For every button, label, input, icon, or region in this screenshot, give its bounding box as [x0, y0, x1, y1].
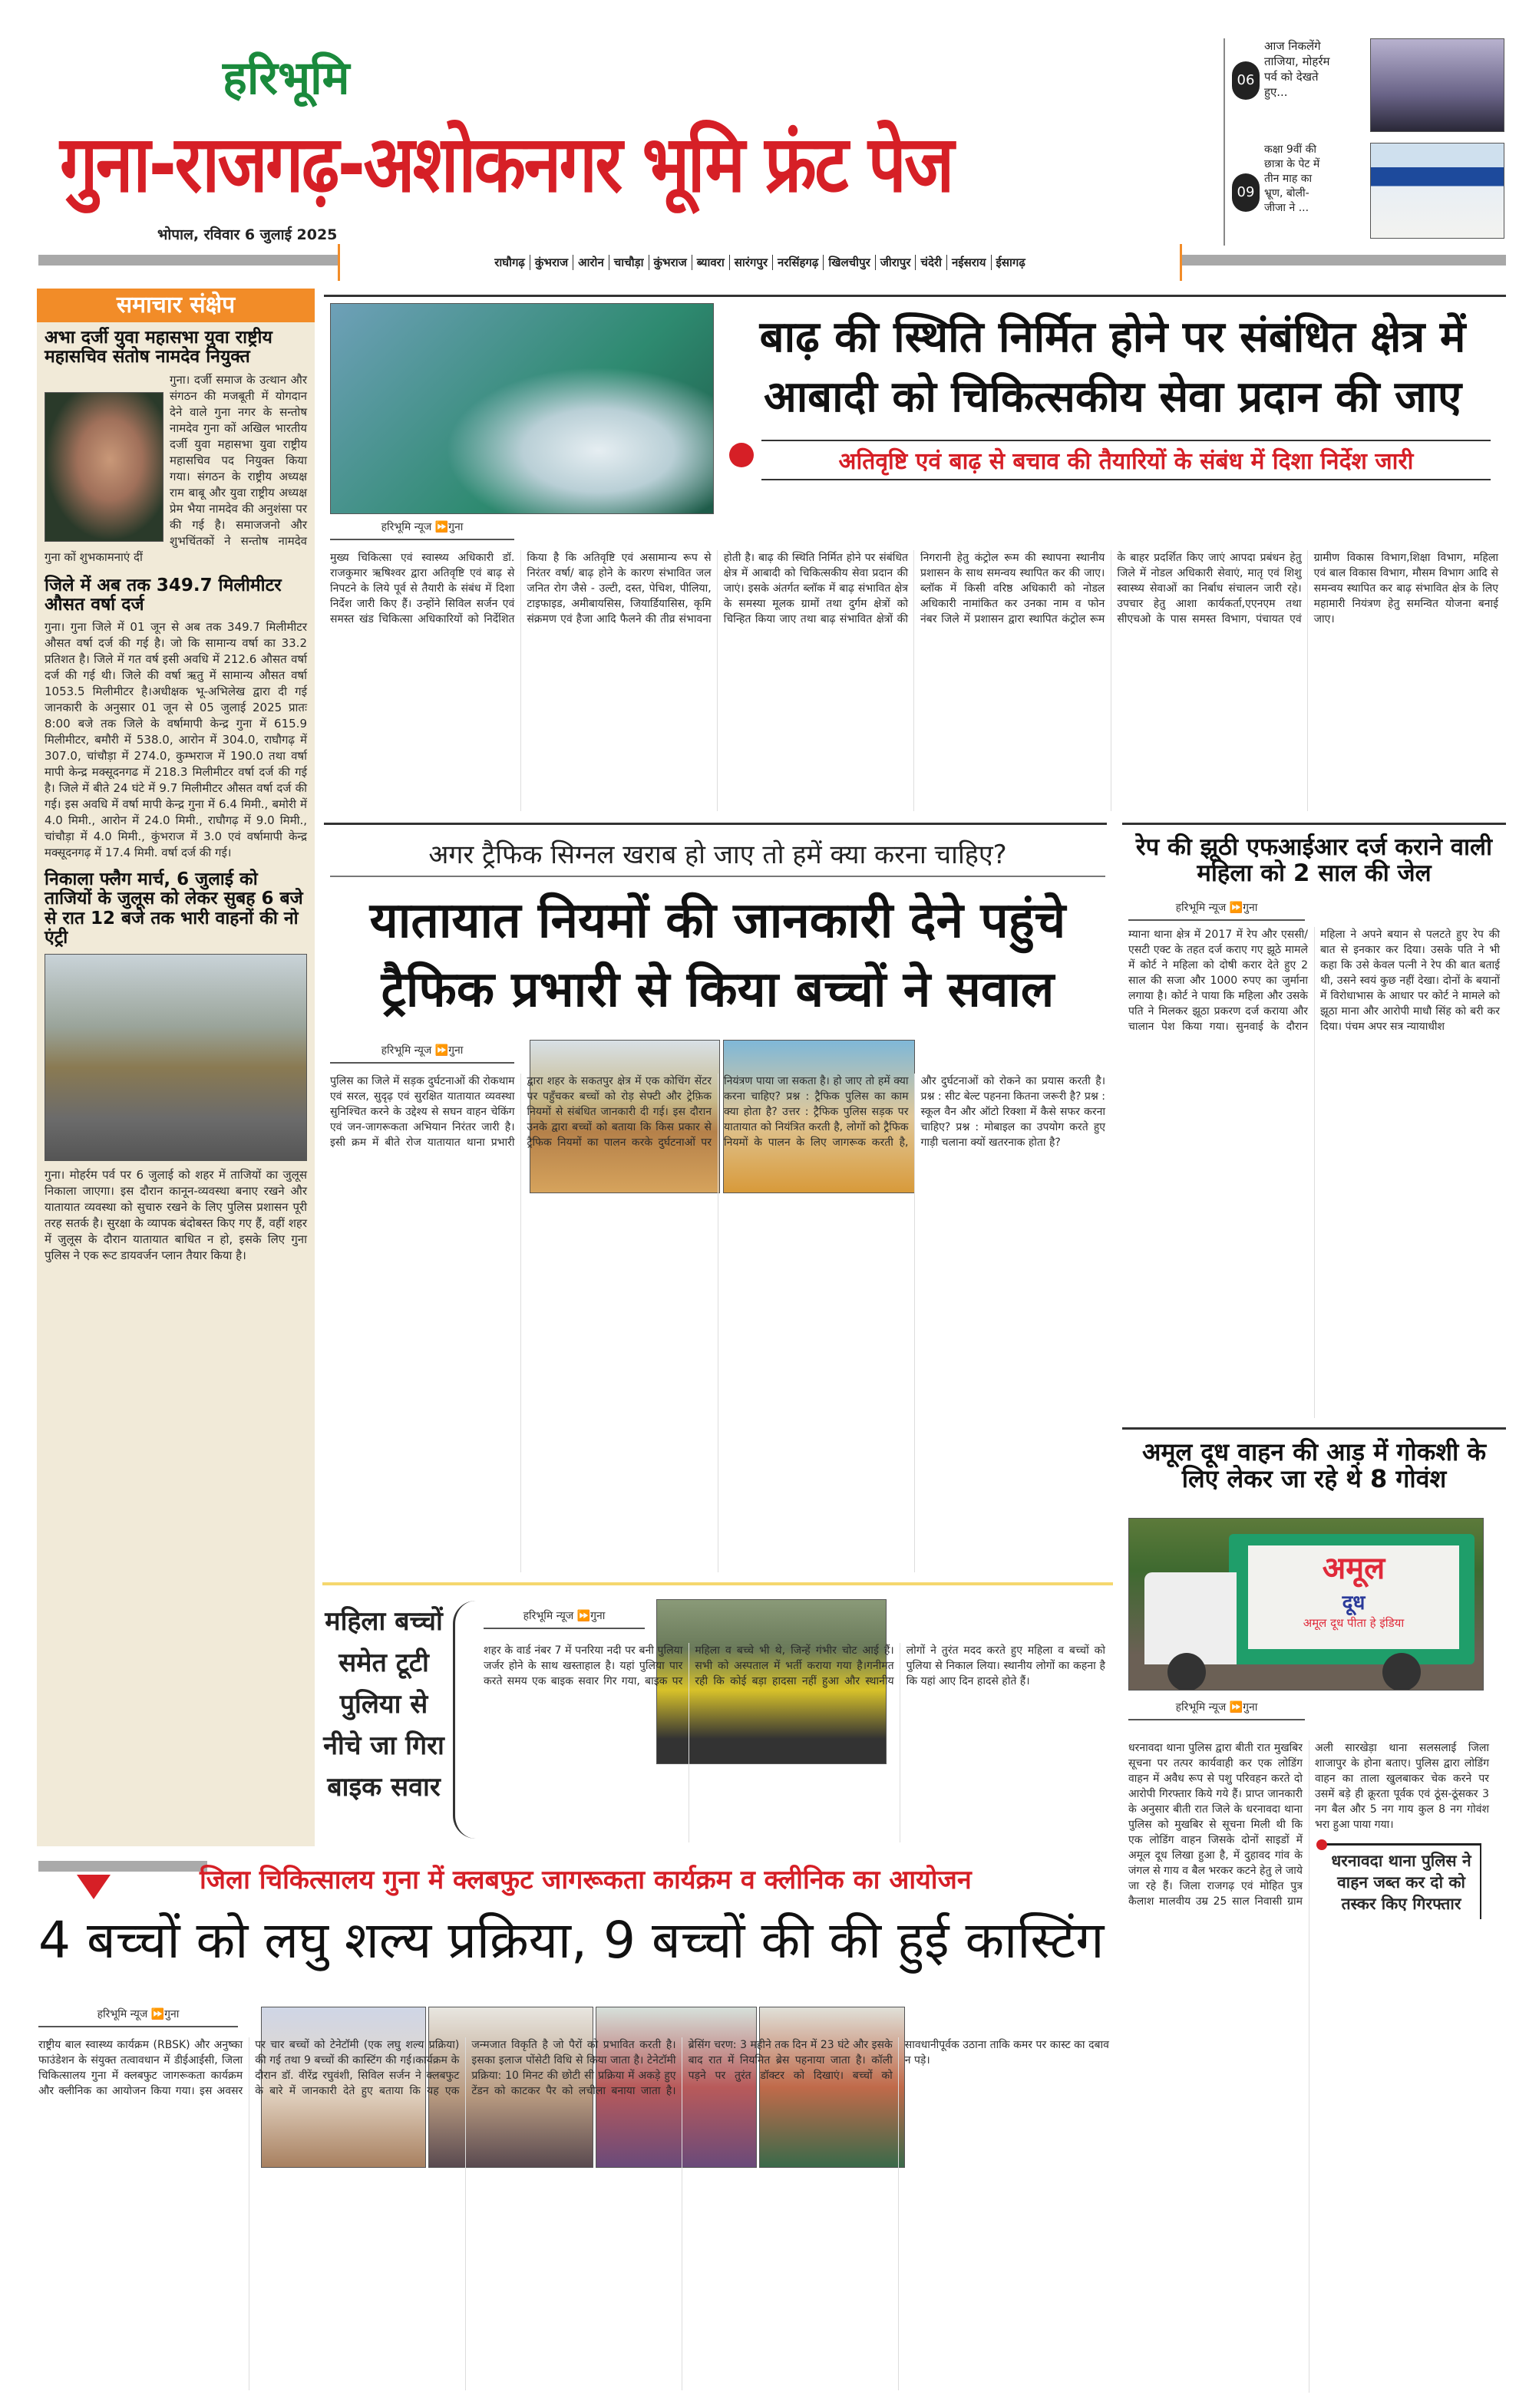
page-number-badge: 06 — [1232, 61, 1260, 100]
town-link[interactable]: कुंभराज — [649, 255, 692, 270]
byline: हरिभूमि न्यूज ⏩गुना — [1128, 1700, 1305, 1720]
byline: हरिभूमि न्यूज ⏩गुना — [1128, 900, 1305, 921]
culvert-headline: महिला बच्चों समेत टूटी पुलिया से नीचे जा गिरा बाइक सवार — [323, 1606, 444, 1803]
bracket-divider — [453, 1601, 476, 1839]
town-link[interactable]: चंदेरी — [916, 255, 947, 270]
clubfoot-body: राष्ट्रीय बाल स्वास्थ्य कार्यक्रम (RBSK) और अनुष्का फाउंडेशन के संयुक्त तत्वावधान में डीईआईसी, जिला चिकित्सालय गुना में क्लबफुट जागरूकता कार्यक्रम और क्लीनिक का आयोजन किया गया। इस अवसर पर चार बच्चों को टेनेटॉमी (एक लघु शल्य प्रक्रिया) की गई तथा 9 बच्चों की कास्टिंग की गई।कार्यक्रम के दौरान डॉ. वीरेंद्र रघुवंशी, सिविल सर्जन ने क्लबफुट के बारे में जानकारी देते हुए बताया कि यह एक जन्मजात विकृति है जो पैरों को प्रभावित करती है। इसका इलाज पोंसेटी विधि से किया जाता है। टेनेटॉमी प्रक्रिया: 10 मिनट की छोटी सी प्रक्रिया में अकड़े हुए टेंडन को काटकर पैर को लचीला बनाया जाता है। ब्रेसिंग चरण: 3 महीने तक दिन में 23 घंटे और इसके बाद रात में नियमित ब्रेस पहनाया जाता है। कॉली पड़ने पर तुरंत डॉक्टर को दिखाएं। बच्चों को सावधानीपूर्वक उठाना ताकि कमर पर कास्ट का दबाव न पड़े। — [38, 2039, 1109, 2097]
brief-body: गुना। दर्जी समाज के उत्थान और संगठन की मजबूती में योगदान देने वाले गुना नगर के सन्तोष नामदेव गुना कों अखिल भारतीय दर्जी युवा महासभा युवा राष्ट्रीय महासचिव पद नियुक्त किया गया। संगठन के राष्ट्रीय अध्यक्ष राम बाबू और युवा राष्ट्रीय अध्यक्ष प्रेम भैया नामदेव की अनुशंसा पर की गई है। समाजजनो और शुभचिंतकों ने सन्तोष नामदेव गुना कों शुभकामनाएं दीं — [45, 372, 307, 564]
truck-brand: अमूल — [1322, 1551, 1385, 1586]
brief-item[interactable] — [37, 322, 315, 572]
teaser-divider — [1224, 38, 1225, 246]
byline: हरिभूमि न्यूज ⏩गुना — [484, 1608, 645, 1629]
byline: हरिभूमि न्यूज ⏩गुना — [330, 1043, 514, 1064]
hospital-photo — [1370, 143, 1504, 239]
brief-headline: अभा दर्जी युवा महासभा युवा राष्ट्रीय महासचिव संतोष नामदेव नियुक्त — [45, 328, 272, 368]
amul-cattle-story[interactable] — [1122, 1427, 1506, 2394]
town-link[interactable]: ईसागढ़ — [996, 256, 1025, 269]
briefs-header: समाचार संक्षेप — [37, 289, 315, 322]
page-number-badge: 09 — [1232, 173, 1260, 212]
clubfoot-story[interactable] — [31, 1853, 1113, 2398]
town-link[interactable]: राघौगढ़ — [490, 255, 530, 270]
false-fir-story[interactable] — [1122, 823, 1506, 1429]
brief-body: गुना। गुना जिले में 01 जून से अब तक 349.7 मिलीमीटर औसत वर्षा दर्ज की गई है। जो कि सामान्य वर्षा का 33.2 प्रतिशत है। जिले में गत वर्ष इसी अवधि में 212.6 औसत वर्षा दर्ज की गई थी। जिले की वर्षा ऋतु में सामान्य औसत वर्षा 1053.5 मिलीमीटर है।अधीक्षक भू-अभिलेख द्वारा दी गई जानकारी के अनुसार 01 जून से 05 जुलाई 2025 प्रातः 8:00 बजे तक जिले के वर्षामापी केन्द्र गुना में 615.9 मिलीमीटर, बमौरी में 538.0, आरोन में 304.0, राघौगढ़ में 307.0, चांचौड़ा में 274.0, कुम्भराज में 190.0 तथा वर्षा मापी केन्द्र मक्सूदनगढ में 218.3 मिलीमीटर वर्षा दर्ज की गई है। जिले में बीते 24 घंटे में 9.7 मिलीमीटर औसत वर्षा दर्ज की गई। इस अवधि में वर्षा मापी केन्द्र गुना में 6.4 मिमी., बमोरी में 4.0 मिमी., आरोन में 24.0 मिमी., राघौगढ़ में 9.0 मिमी., चांचौड़ा में 4.0 मिमी., कुंभराज में 3.0 एवं वर्षामापी केन्द्र मक्सूदनगढ़ में 17.4 मिमी. वर्षा दर्ज की गई। — [45, 620, 307, 860]
flood-body: मुख्य चिकित्सा एवं स्वास्थ्य अधिकारी डॉ. राजकुमार ऋषिश्वर द्वारा अतिवृष्टि एवं बाढ़ से निपटने के लिये पूर्व से तैयारी के संबंध में दिशा निर्देश जारी किए हैं। उन्होंने सिविल सर्जन एवं समस्त खंड चिकित्सा अधिकारियों को निर्देशित किया है कि अतिवृष्टि एवं असामान्य रूप से निरंतर वर्षा/ बाढ़ होने के कारण संभावित जल जनित रोग जैसे - उल्टी, दस्त, पेचिश, पीलिया, टाइफाइड, अमीबायसिस, जियार्डियासिस, कृमि संक्रमण एवं हैजा आदि फैलने की तीव्र संभावना होती है। बाढ़ की स्थिति निर्मित होने पर संबंधित क्षेत्र में आबादी को चिकित्सकीय सेवा प्रदान की जाएं। इसके अंतर्गत ब्लॉक में बाढ़ संभावित क्षेत्र के समस्या मूलक ग्रामों तथा दुर्गम क्षेत्रों को चिन्हित किया जाए तथा बाढ़ संभावित क्षेत्रों की निगरानी हेतु कंट्रोल रूम की स्थापना स्थानीय प्रशासन के साथ समन्वय स्थापित कर की जाए। ब्लॉक में किसी वरिष्ठ अधिकारी को नोडल अधिकारी नामांकित कर उनका नाम व फोन नंबर जिले में प्रशासन द्वारा स्थापित कंट्रोल रूम के बाहर प्रदर्शित किए जाएं आपदा प्रबंधन हेतु जिले में नोडल अधिकारी सेवाएं, मातृ एवं शिशु स्वास्थ्य सेवाओं का निर्बाध संचालन जारी रहे। उपचार हेतु आशा कार्यकर्ता,एएनएम तथा सीएचओ के पास समस्त विभाग, पंचायत एवं ग्रामीण विकास विभाग,शिक्षा विभाग, महिला एवं बाल विकास विभाग, मौसम विभाग आदि से समन्वय स्थापित कर बाढ़ संभावित क्षेत्र के लिए महामारी नियंत्रण हेतु समन्वित योजना बनाई जाए। — [330, 552, 1498, 625]
town-link[interactable]: जीरापुर — [876, 255, 916, 270]
dateline: भोपाल, रविवार 6 जुलाई 2025 — [157, 226, 338, 243]
flood-story[interactable] — [324, 295, 1506, 816]
masthead — [0, 0, 1529, 284]
tazia-photo — [1370, 38, 1504, 132]
clubfoot-headline: 4 बच्चों को लघु शल्य प्रक्रिया, 9 बच्चों की की हुई कास्टिंग — [38, 1911, 1105, 1970]
chevron-icon — [77, 1875, 111, 1899]
brief-item[interactable] — [37, 572, 315, 866]
amul-headline: अमूल दूध वाहन की आड़ में गोकशी के लिए लेकर जा रहे थे 8 गोवंश — [1141, 1437, 1487, 1494]
town-link[interactable]: चाचौड़ा — [609, 255, 649, 270]
byline: हरिभूमि न्यूज ⏩गुना — [38, 2007, 238, 2027]
false-fir-body: म्याना थाना क्षेत्र में 2017 में रेप और एससी/एसटी एक्ट के तहत दर्ज कराए गए झूठे मामले में कोर्ट ने महिला को दोषी करार देते हुए 2 साल की सजा और 1000 रुपए का जुर्माना लगाया है। कोर्ट ने पाया कि महिला और उसके पति ने मिलकर झूठा प्रकरण दर्ज कराया और चालान पेश किया गया। सुनवाई के दौरान महिला ने अपने बयान से पलटते हुए रेप की बात से इनकार कर दिया। उसके पति ने भी कहा कि उसे केवल पत्नी ने रेप की बात बताई थी, उसने स्वयं कुछ नहीं देखा। दोनों के बयानों में विरोधाभास के आधार पर कोर्ट ने मामले को झूठा माना और आरोपी माधौ सिंह को बरी कर दिया। पंचम अपर सत्र न्यायाधीश — [1128, 929, 1500, 1034]
teaser-06[interactable]: 06 आज निकलेंगे ताजिया, मोहर्रम पर्व को देखते हुए... — [1232, 38, 1504, 134]
town-link[interactable]: खिलचीपुर — [824, 255, 875, 270]
logo: हरिभूमि — [223, 51, 350, 105]
traffic-headline: यातायात नियमों की जानकारी देने पहुंचे ट्रैफिक प्रभारी से किया बच्चों ने सवाल — [369, 892, 1066, 1018]
flood-headline: बाढ़ की स्थिति निर्मित होने पर संबंधित क्षेत्र में आबादी को चिकित्सकीय सेवा प्रदान की जाए — [759, 312, 1466, 422]
callout-box: धरनावदा थाना पुलिस ने वाहन जब्त कर दो को तस्कर किए गिरफ्तार — [1323, 1843, 1481, 1919]
town-link[interactable]: कुंभराज — [530, 255, 573, 270]
flood-subheadline: अतिवृष्टि एवं बाढ़ से बचाव की तैयारियों के संबंध में दिशा निर्देश जारी — [761, 440, 1491, 480]
brief-headline: जिले में अब तक 349.7 मिलीमीटर औसत वर्षा दर्ज — [45, 575, 282, 615]
amul-truck-photo: अमूल दूध अमूल दूध पीता हे इंडिया — [1128, 1518, 1484, 1691]
clubfoot-kicker: जिला चिकित्सालय गुना में क्लबफुट जागरूकता कार्यक्रम व क्लीनिक का आयोजन — [200, 1865, 972, 1895]
umbrella-rain-photo — [330, 303, 714, 514]
town-link[interactable]: ब्यावरा — [692, 255, 730, 270]
town-link[interactable]: सारंगपुर — [730, 255, 773, 270]
page-title: गुना-राजगढ़-अशोकनगर भूमि फ्रंट पेज — [60, 119, 953, 210]
amul-body-columns — [1128, 1740, 1489, 2393]
towns-strip — [338, 244, 1182, 281]
traffic-body: पुलिस का जिले में सड़क दुर्घटनाओं की रोकथाम एवं सरल, सुदृढ़ एवं सुरक्षित यातायात व्यवस्था सुनिश्चित करने के उद्देश्य से सघन वाहन चेकिंग एवं जन-जागरूकता अभियान निरंतर जारी है। इसी क्रम में बीते रोज यातायात थाना प्रभारी द्वारा शहर के सकतपुर क्षेत्र में एक कोचिंग सेंटर पर पहुँचकर बच्चों को रोड़ सेफ्टी और ट्रेफ़िक नियमों से संबंधित जानकारी दी गई। इस दौरान उनके द्वारा बच्चों को बताया कि किस प्रकार से ट्रैफिक नियमों का पालन करके दुर्घटनाओं पर नियंत्रण पाया जा सकता है। हो जाए तो हमें क्या करना चाहिए? प्रश्न : ट्रैफिक पुलिस का काम क्या होता है? उत्तर : ट्रैफिक पुलिस सड़क पर यातायात को नियंत्रित करती है, लोगों को ट्रैफिक नियमों के पालन के लिए जागरूक करती है, और दुर्घटनाओं को रोकने का प्रयास करती है। प्रश्न : सीट बेल्ट पहनना कितना जरूरी है? प्रश्न : स्कूल वैन और ऑटो रिक्शा में कैसे सफर करना चाहिए? प्रश्न : मोबाइल का उपयोग करते हुए गाड़ी चलाना क्यों खतरनाक होता है? — [330, 1075, 1105, 1149]
traffic-kicker: अगर ट्रैफिक सिग्नल खराब हो जाए तो हमें क्या करना चाहिए? — [330, 836, 1105, 877]
brief-item[interactable] — [37, 866, 315, 1268]
town-link[interactable]: आरोन — [573, 255, 609, 270]
brief-headline: निकाला फ्लैग मार्च, 6 जुलाई को ताजियों के जुलूस को लेकर सुबह 6 बजे से रात 12 बजे तक भारी वाहनों की नो एंट्री — [45, 869, 303, 948]
red-bullet — [729, 443, 754, 467]
red-bullet — [1316, 1839, 1327, 1850]
culvert-story[interactable] — [322, 1582, 1113, 1847]
byline: हरिभूमि न्यूज ⏩गुना — [330, 520, 514, 540]
flag-march-photo — [45, 954, 307, 1161]
town-link[interactable]: नईसराय — [947, 255, 992, 270]
amul-body: धरनावदा थाना पुलिस द्वारा बीती रात मुखबिर सूचना पर तत्पर कार्यवाही कर एक लोडिंग वाहन में अवैध रूप से पशु परिवहन करते दो आरोपी गिरफ्तार किये गये हैं। प्राप्त जानकारी के अनुसार बीती रात जिले के धरनावदा थाना पुलिस को मुखबिर से सूचना मिली थी कि एक लोडिंग वाहन जिसके दोनों साइडों में अमूल दूध लिखा हुआ है, में दुहावद गांव के जंगल से गाय व बैल भरकर कटने हेतु ले जाये जा रहे हैं। जिला राजगढ़ एवं मोहित पुत्र कैलाश मालवीय उम्र 25 साल निवासी ग्राम अली सारखेड़ा थाना सलसलाई जिला शाजापुर के होना बताए। पुलिस द्वारा लोडिंग वाहन का ताला खुलबाकर चेक करने पर उसमें बड़े ही क्रूरता पूर्वक एवं ठूंस-ठूंसकर 3 नग बैल और 5 नग गाय कुल 8 नग गोवंश भरा हुआ पाया गया। — [1128, 1742, 1489, 1908]
culvert-body: शहर के वार्ड नंबर 7 में पनरिया नदी पर बनी पुलिया जर्जर होने के साथ खस्ताहाल है। यहां पुलिया पार करते समय एक बाइक सवार गिर गया, बाइक पर महिला व बच्चे भी थे, जिन्हें गंभीर चोट आई हैं। सभी को अस्पताल में भर्ती कराया गया है।गनीमत रही कि कोई बड़ा हादसा नहीं हुआ और स्थानीय लोगों ने तुरंत मदद करते हुए महिला व बच्चों को पुलिया से निकाल लिया। स्थानीय लोगों का कहना है कि यहां आए दिन हादसे होते हैं। — [484, 1644, 1105, 1687]
teaser-09[interactable]: 09 कक्षा 9वीं की छात्रा के पेट में तीन माह का भ्रूण, बोली- जीजा ने ... — [1232, 143, 1504, 242]
news-briefs-column — [37, 289, 315, 1846]
false-fir-headline: रेप की झूठी एफआईआर दर्ज कराने वाली महिला को 2 साल की जेल — [1135, 833, 1493, 888]
town-link[interactable]: नरसिंहगढ़ — [773, 255, 824, 270]
traffic-story[interactable] — [324, 823, 1107, 1578]
brief-body: गुना। मोहर्रम पर्व पर 6 जुलाई को शहर में ताजियों का जुलूस निकाला जाएगा। इस दौरान कानून-व्यवस्था बनाए रखने और यातायात व्यवस्था को सुचारु रखने के लिए पुलिस प्रशासन पूरी तरह सतर्क है। सुरक्षा के व्यापक बंदोबस्त किए गए हैं, वहीं शहर में जुलूस के दौरान यातायात बाधित न हो, इसके लिए गुना पुलिस ने एक रूट डायवर्जन प्लान तैयार किया है। — [45, 1168, 307, 1263]
santosh-namdev-photo — [45, 392, 163, 542]
